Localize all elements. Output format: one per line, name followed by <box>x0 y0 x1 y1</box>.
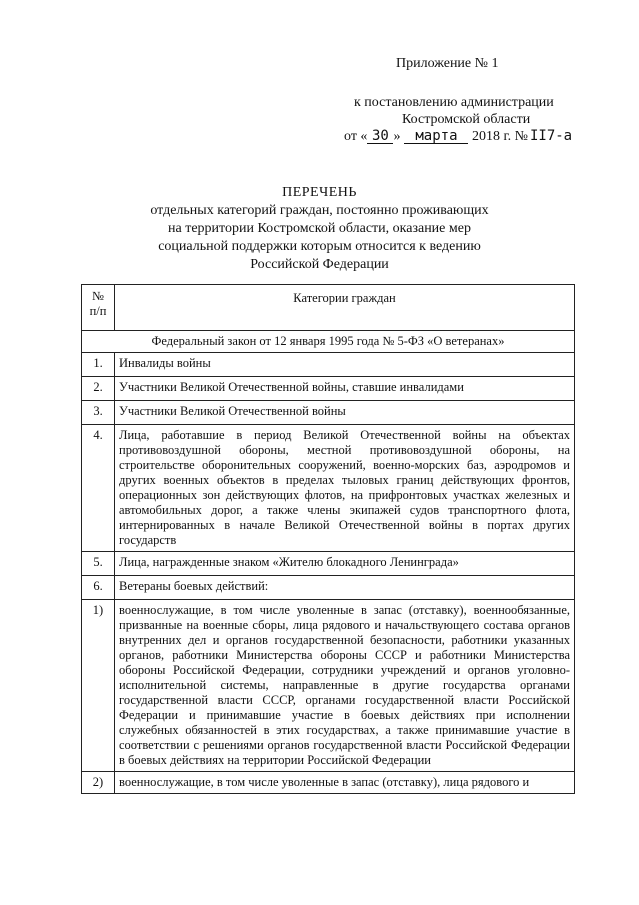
table-row <box>82 377 575 401</box>
table-row <box>82 401 575 425</box>
table-row <box>82 576 575 600</box>
row-text: Участники Великой Отечественной войны, ставшие инвалидами <box>115 377 575 401</box>
date-prefix: от « <box>344 129 368 144</box>
table-row <box>82 552 575 576</box>
table-row <box>82 600 575 772</box>
table-row <box>82 772 575 794</box>
row-number: 1. <box>82 353 115 377</box>
table-row <box>82 425 575 552</box>
decree-reference <box>320 94 610 145</box>
row-text: Инвалиды войны <box>115 353 575 377</box>
row-number: 4. <box>82 425 115 552</box>
section-title: Федеральный закон от 12 января 1995 года № 5-ФЗ «О ветеранах» <box>82 331 575 353</box>
row-text: военнослужащие, в том числе уволенные в запас (отставку), лица рядового и <box>115 772 575 794</box>
row-number: 2) <box>82 772 115 794</box>
row-text: Ветераны боевых действий: <box>115 576 575 600</box>
date-year: 2018 г. № <box>471 129 528 144</box>
title-line: на территории Костромской области, оказание мер <box>168 221 471 236</box>
title-line: социальной поддержки которым относится к ведению <box>158 239 481 254</box>
header-category: Категории граждан <box>115 285 575 331</box>
row-number: 3. <box>82 401 115 425</box>
date-month: марта <box>404 130 468 144</box>
section-row <box>82 331 575 353</box>
date-day: 30 <box>367 130 393 144</box>
row-number: 1) <box>82 600 115 772</box>
document-title <box>0 184 639 274</box>
decree-ref-line2: Костромской области <box>402 112 531 127</box>
row-number: 2. <box>82 377 115 401</box>
title-main: ПЕРЕЧЕНЬ <box>282 185 357 200</box>
table-row <box>82 353 575 377</box>
row-text: Лица, работавшие в период Великой Отечественной войны на объектах противовоздушной обороны, местной противовоздушной обороны, на строительстве оборонительных сооружений, военно-морских баз, аэродромов и других военных объектов в пределах тыловых границ действующих фронтов, операционных зон действующих флотов, на прифронтовых участках железных и автомобильных дорог, а также члены экипажей судов транспортного флота, интернированных в начале Великой Отечественной войны в портах других государств <box>115 425 575 552</box>
annex-label: Приложение № 1 <box>396 56 499 71</box>
decree-number: II7-а <box>529 128 573 144</box>
title-line: отдельных категорий граждан, постоянно проживающих <box>150 203 489 218</box>
header-number: № п/п <box>82 285 115 331</box>
date-mid: » <box>393 129 401 144</box>
row-number: 5. <box>82 552 115 576</box>
table-header-row <box>82 285 575 331</box>
decree-date-line <box>344 128 610 145</box>
row-text: военнослужащие, в том числе уволенные в запас (отставку), военнообязанные, призванные на военные сборы, лица рядового и начальствующего состава органов внутренних дел и органов государственной безопасности, работники указанных органов, работники Министерства обороны СССР и работники Министерства обороны Российской Федерации, сотрудники учреждений и органов уголовно-исполнительной системы, направленные в другие государства органами государственной власти СССР, органами государственной власти Российской Федерации и принимавшие участие в боевых действиях при исполнении служебных обязанностей в этих государствах, а также принимавшие участие в соответствии с решениями органов государственной власти Российской Федерации в боевых действиях на территории Российской Федерации <box>115 600 575 772</box>
decree-ref-line1: к постановлению администрации <box>354 95 554 110</box>
row-text: Лица, награжденные знаком «Жителю блокадного Ленинграда» <box>115 552 575 576</box>
categories-table <box>81 284 575 794</box>
row-text: Участники Великой Отечественной войны <box>115 401 575 425</box>
title-line: Российской Федерации <box>250 257 389 272</box>
row-number: 6. <box>82 576 115 600</box>
